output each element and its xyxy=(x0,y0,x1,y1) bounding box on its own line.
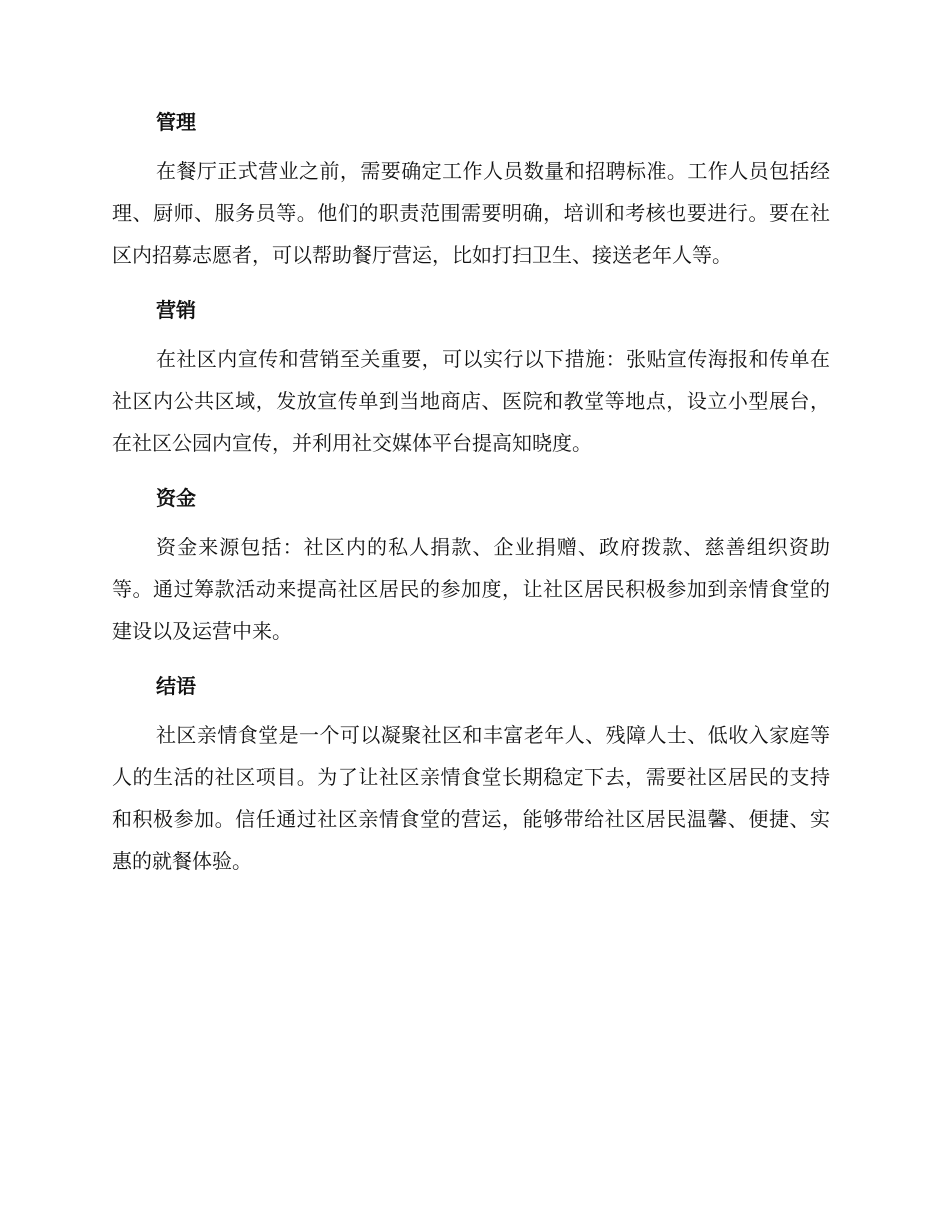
section-heading: 资金 xyxy=(156,486,196,510)
section-paragraph: 社区亲情食堂是一个可以凝聚社区和丰富老年人、残障人士、低收入家庭等人的生活的社区项目。为了让社区亲情食堂长期稳定下去，需要社区居民的支持和积极参加。信任通过社区亲情食堂的营运，能够带给社区居民温馨、便捷、实惠的就餐体验。 xyxy=(112,723,830,873)
section-paragraph: 在社区内宣传和营销至关重要，可以实行以下措施：张贴宣传海报和传单在社区内公共区域，发放宣传单到当地商店、医院和教堂等地点，设立小型展台，在社区公园内宣传，并利用社交媒体平台提高知晓度。 xyxy=(112,347,830,455)
section-conclusion xyxy=(112,672,830,882)
section-heading: 管理 xyxy=(156,110,196,134)
document-page xyxy=(112,108,830,902)
section-management xyxy=(112,108,830,276)
section-paragraph: 在餐厅正式营业之前，需要确定工作人员数量和招聘标准。工作人员包括经理、厨师、服务员等。他们的职责范围需要明确，培训和考核也要进行。要在社区内招募志愿者，可以帮助餐厅营运，比如打扫卫生、接送老年人等。 xyxy=(112,159,830,267)
section-heading: 结语 xyxy=(156,674,196,698)
section-paragraph: 资金来源包括：社区内的私人捐款、企业捐赠、政府拨款、慈善组织资助等。通过筹款活动来提高社区居民的参加度，让社区居民积极参加到亲情食堂的建设以及运营中来。 xyxy=(112,535,830,643)
section-marketing xyxy=(112,296,830,464)
section-funding xyxy=(112,484,830,652)
section-heading: 营销 xyxy=(156,298,196,322)
